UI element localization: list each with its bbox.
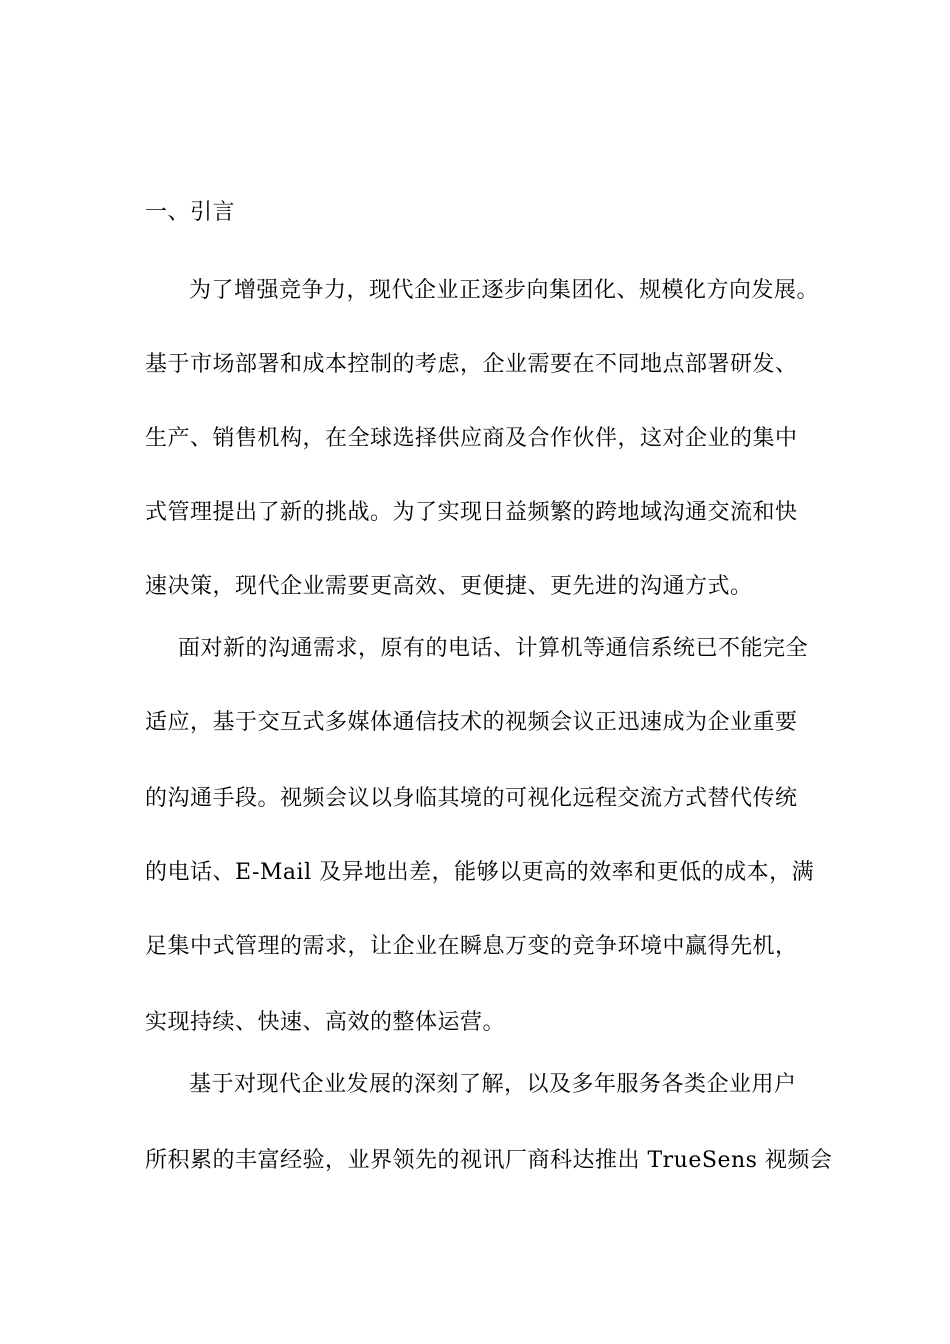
paragraph-line: 为了增强竞争力，现代企业正逐步向集团化、规模化方向发展。 xyxy=(189,278,820,303)
paragraph-line: 面对新的沟通需求，原有的电话、计算机等通信系统已不能完全 xyxy=(178,636,809,661)
paragraph-line: 的电话、E-Mail 及异地出差，能够以更高的效率和更低的成本，满 xyxy=(145,860,815,885)
section-heading: 一、引言 xyxy=(145,200,236,225)
paragraph-line: 适应，基于交互式多媒体通信技术的视频会议正迅速成为企业重要 xyxy=(145,710,798,735)
paragraph-line: 的沟通手段。视频会议以身临其境的可视化远程交流方式替代传统 xyxy=(145,786,798,811)
paragraph-line: 基于市场部署和成本控制的考虑，企业需要在不同地点部署研发、 xyxy=(145,352,798,377)
paragraph-line: 基于对现代企业发展的深刻了解，以及多年服务各类企业用户 xyxy=(189,1072,797,1097)
paragraph-line: 实现持续、快速、高效的整体运营。 xyxy=(145,1010,506,1035)
paragraph-line: 生产、销售机构，在全球选择供应商及合作伙伴，这对企业的集中 xyxy=(145,426,798,451)
paragraph-line: 速决策，现代企业需要更高效、更便捷、更先进的沟通方式。 xyxy=(145,574,753,599)
paragraph-line: 所积累的丰富经验，业界领先的视讯厂商科达推出 TrueSens 视频会 xyxy=(145,1148,833,1173)
paragraph-line: 足集中式管理的需求，让企业在瞬息万变的竞争环境中赢得先机， xyxy=(145,934,798,959)
paragraph-line: 式管理提出了新的挑战。为了实现日益频繁的跨地域沟通交流和快 xyxy=(145,500,798,525)
